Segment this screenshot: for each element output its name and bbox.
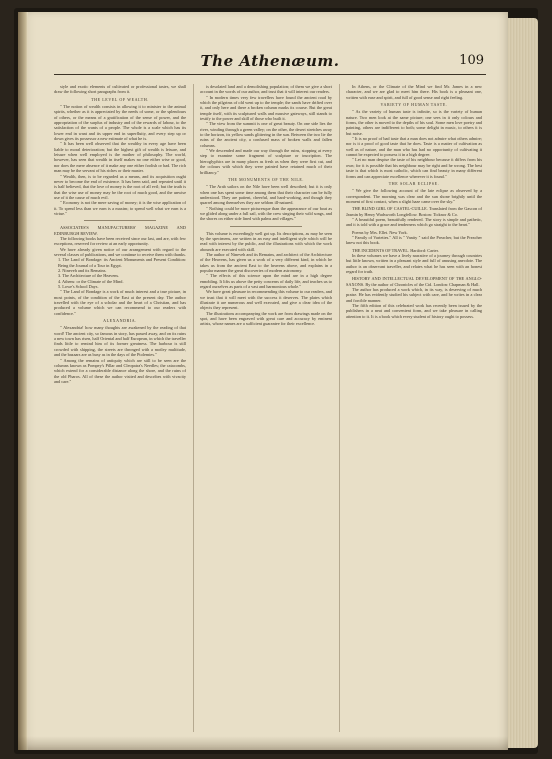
paragraph: " As the variety of human taste is infinite, so is the variety of human nature. Two men look at the same picture; one sees in it only colours and forms, the other is moved to the depths of his soul. Some men love poetry and painting, others are indifferent to both; some delight in music, to others it is but noise. [346,109,482,136]
paragraph: The author of Nineveh and its Remains, and architect of the Architecture of the Heavens, has given us a work of a very different kind, in which he takes us from the ancient East to the heavens above, and explains in a popular manner the great discoveries of modern astronomy. [200,251,332,273]
paragraph: " We give the following account of the late eclipse as observed by a correspondent. The morning was clear and the sun shone brightly until the moment of first contact, when a slight haze came over the sky." [346,188,482,204]
paragraph: This volume is exceedingly well got up. Its descriptions, as may be seen by the specimens, are written in an easy and intelligent style which will be read with interest by the public, and the illustrations with which the work abounds are executed with skill. [200,230,332,252]
paragraph: " The Land of Bondage is a work of much interest and a true picture, in most points, of the condition of the East at the present day. The author travelled with the eye of a scholar and the heart of a Christian, and has produced a volume which we can recommend to our readers with confidence." [54,289,186,316]
paragraph: is desolated land and a demolishing population; of them we give a short account in the words of our author, and trust that it will interest our readers. [200,84,332,95]
paragraph: " Family of Varieties." All is " Vanity " said the Preacher, but the Preacher knew not this book. [346,234,482,246]
paragraph: In these volumes we have a lively narrative of a journey through countries but little known, written in a pleasant style and full of amusing anecdote. The author is an observant traveller, and relates what he has seen with an honest regard for truth. [346,252,482,274]
paragraph: In Athens, or the Climate of the Mind we find Mr. James in a new character, and we are glad to meet him there. His book is a pleasant one, written with ease and spirit, and full of good sense and right feeling. [346,84,482,100]
column-divider [339,84,340,732]
column-1 [54,84,186,734]
page-bottom-shadow [18,736,508,750]
paragraph: " Wealth, then, is to be regarded as a means, and its acquisition ought never to become the end of existence. It has been said, and repeated until it is half believed, that the love of money is the root of all evil; but the truth is that the wise use of money may be the root of much good, and the unwise use of it the cause of much evil. [54,173,186,200]
paragraph: " In modern times very few travellers have found the ancient road by which the pilgrims of old went up to the temple; the sands have drifted over it, and only here and there a broken column marks its course. But the great temple itself, with its sculptured walls and massive gateways, still stands to testify to the power and skill of those who built it. [200,94,332,122]
paragraph: We have great pleasure in recommending this volume to our readers, and we trust that it will meet with the success it deserves. The plates which illustrate it are numerous and well executed, and give a clear idea of the objects they represent. [200,289,332,311]
review-heading: ASSOCIATES'S MANUFACTURERS' MAGAZINE AND EDINBURGH REVIEW. [54,225,186,236]
section-heading: VARIETY OF HUMAN TASTE. [380,102,448,108]
paragraph: " The view from the summit is one of great beauty. On one side lies the river, winding through a green valley; on the other, the desert stretches away to the horizon, its yellow sands glittering in the sun. Between the two lie the ruins of the ancient city, a confused mass of broken walls and fallen columns. [200,121,332,148]
review-heading: THE BLIND GIRL OF CASTEL-CUILLE. Translated from the Gascon of Jasmin by Henry Wadsworth Longfellow. Boston: Ticknor & Co. [346,206,482,217]
paragraph: The fifth edition of this celebrated work has recently been issued by the publishers in a neat and convenient form, and we take pleasure in calling attention to it. It is a book which every student of history ought to possess. [346,303,482,319]
page-title: The Athenæum. [200,52,340,70]
book-list-item: 1. The Land of Bondage: its Ancient Monuments and Present Condition: Being the Journal of a Tour in Egypt. [58,257,186,268]
paragraph: The author has produced a work which, in its way, is deserving of much praise. He has evidently studied his subject with care, and he writes in a clear and forcible manner. [346,287,482,303]
section-heading: THE MONUMENTS OF THE NILE. [227,176,305,182]
section-heading: THE SOLAR ECLIPSE. [388,180,440,186]
paragraph: The following books have been received since our last, and are, with few exceptions, reserved for review at an early opportunity. [54,235,186,247]
divider-rule [230,226,302,227]
paragraph: " It has been well observed that the wealthy in every age have been liable to moral deterioration; but the highest gift of wealth is leisure, and leisure when well employed is the mother of philosophy. The world, however, has seen that wealth in itself makes no one either wise or good, nor does the mere absence of it make any one either foolish or bad. The rich man may be the servant of his riches or their master. [54,141,186,174]
divider-rule [84,220,156,221]
section-heading: ALEXANDRIA. [103,318,137,324]
paragraph: " Nothing could be more picturesque than the appearance of our boat as we glided along under a full sail, with the crew singing their wild songs, and the shores on either side lined with palms and villages." [200,205,332,222]
section-heading: THE LEVEL OF WEALTH. [91,96,149,102]
book-page [18,12,508,750]
paragraph: " Economy is not the mere saving of money; it is the wise application of it. To spend less than we earn is a maxim; to spend well what we earn is a virtue." [54,200,186,216]
running-header [54,50,486,75]
review-heading: THE INCIDENTS OF TRAVEL. Hartford: Carter. [352,247,439,253]
book-list-item: 2. Nineveh and its Remains. [58,268,107,273]
paragraph: " It is no proof of bad taste that a man does not admire what others admire; nor is it a proof of good taste that he does. Taste is a matter of cultivation as well as of nature, and the man who has had no opportunity of cultivating it cannot be expected to possess it in a high degree. [346,136,482,158]
book-list-item: 4. Athens: or the Climate of the Mind. [58,278,124,284]
book [14,8,538,754]
paragraph: style and exotic elements of cultivated or professional tastes, we shall draw the following short paragraphs from it. [54,84,186,95]
page-number: 109 [459,53,484,68]
paragraph: We have already given notice of our arrangement with regard to the several classes of publications, and we continue to receive them with thanks. [54,246,186,257]
paragraph: " Alexandria! how many thoughts are awakened by the reading of that word! The ancient city, so famous in story, has passed away, and on its ruins a new town has risen, half Oriental and half European, in which the traveller finds little to remind him of its former greatness. The harbour is still crowded with shipping, the streets are thronged with a motley multitude, and the bazaars are as busy as in the days of the Ptolemies." [54,325,186,358]
paragraph: " Let no man despise the taste of his neighbour because it differs from his own; for it is possible that his neighbour may be right and he wrong. The best taste is that which is most catholic, which can find beauty in many different forms and can appreciate excellence wherever it is found." [346,157,482,179]
review-heading: HISTORY AND INTELLECTUAL DEVELOPMENT OF THE ANGLO-SAXONS. By the author of Chronicles of the Cid. London: Chapman & Hall. [346,276,482,287]
paragraph: " We descended and made our way through the ruins, stopping at every step to examine some fragment of sculpture or inscription. The hieroglyphics are in many places as fresh as when they were first cut, and the colours with which they were painted have retained much of their brilliancy." [200,148,332,175]
paragraph: " A beautiful poem, beautifully rendered. The story is simple and pathetic, and it is told with a grace and tenderness which go straight to the heart." [346,216,482,228]
review-heading: Poems by Mrs. Ellet. New York. [352,229,408,235]
paragraph: " The notion of wealth consists in allowing it to minister to the animal spirits, whether as it is appreciated by the needs of some, or the splendours of others, or the means of a gratification of the sense of power, and the appropriation of the surplus of industry and of the rewards of labour, to the satisfaction of the wants of a people. The whole is a scale which has its lower end in want and its upper end in superfluity, and every step up or down gives its possessor a new estimate of what he is. [54,104,186,142]
book-list-item: 3. The Architecture of the Heavens. [58,273,120,279]
binding-gutter [18,12,28,750]
column-2 [200,84,332,734]
paragraph: The illustrations accompanying the work are from drawings made on the spot, and have been engraved with great care and accuracy by eminent artists, whose names are a sufficient guarantee for their excellence. [200,310,332,327]
column-divider [193,84,194,732]
paragraph: " The effects of this science upon the mind are in a high degree ennobling. It lifts us above the petty concerns of daily life, and teaches us to regard ourselves as parts of a vast and harmonious whole." [200,273,332,290]
paragraph: " Among the remains of antiquity which are still to be seen are the columns known as Pompey's Pillar and Cleopatra's Needles; the catacombs, which extend for a considerable distance along the shore, and the ruins of the old Pharos. All of these the author visited and describes with vivacity and care." [54,357,186,384]
paragraph: " The Arab sailors on the Nile have been well described; but it is only when one has spent some time among them that their character can be fully understood. They are patient, cheerful, and hard-working, and though they quarrel among themselves they are seldom ill-natured. [200,184,332,206]
column-3 [346,84,482,734]
book-list-item: 5. Lowe's School Days. [58,284,99,290]
